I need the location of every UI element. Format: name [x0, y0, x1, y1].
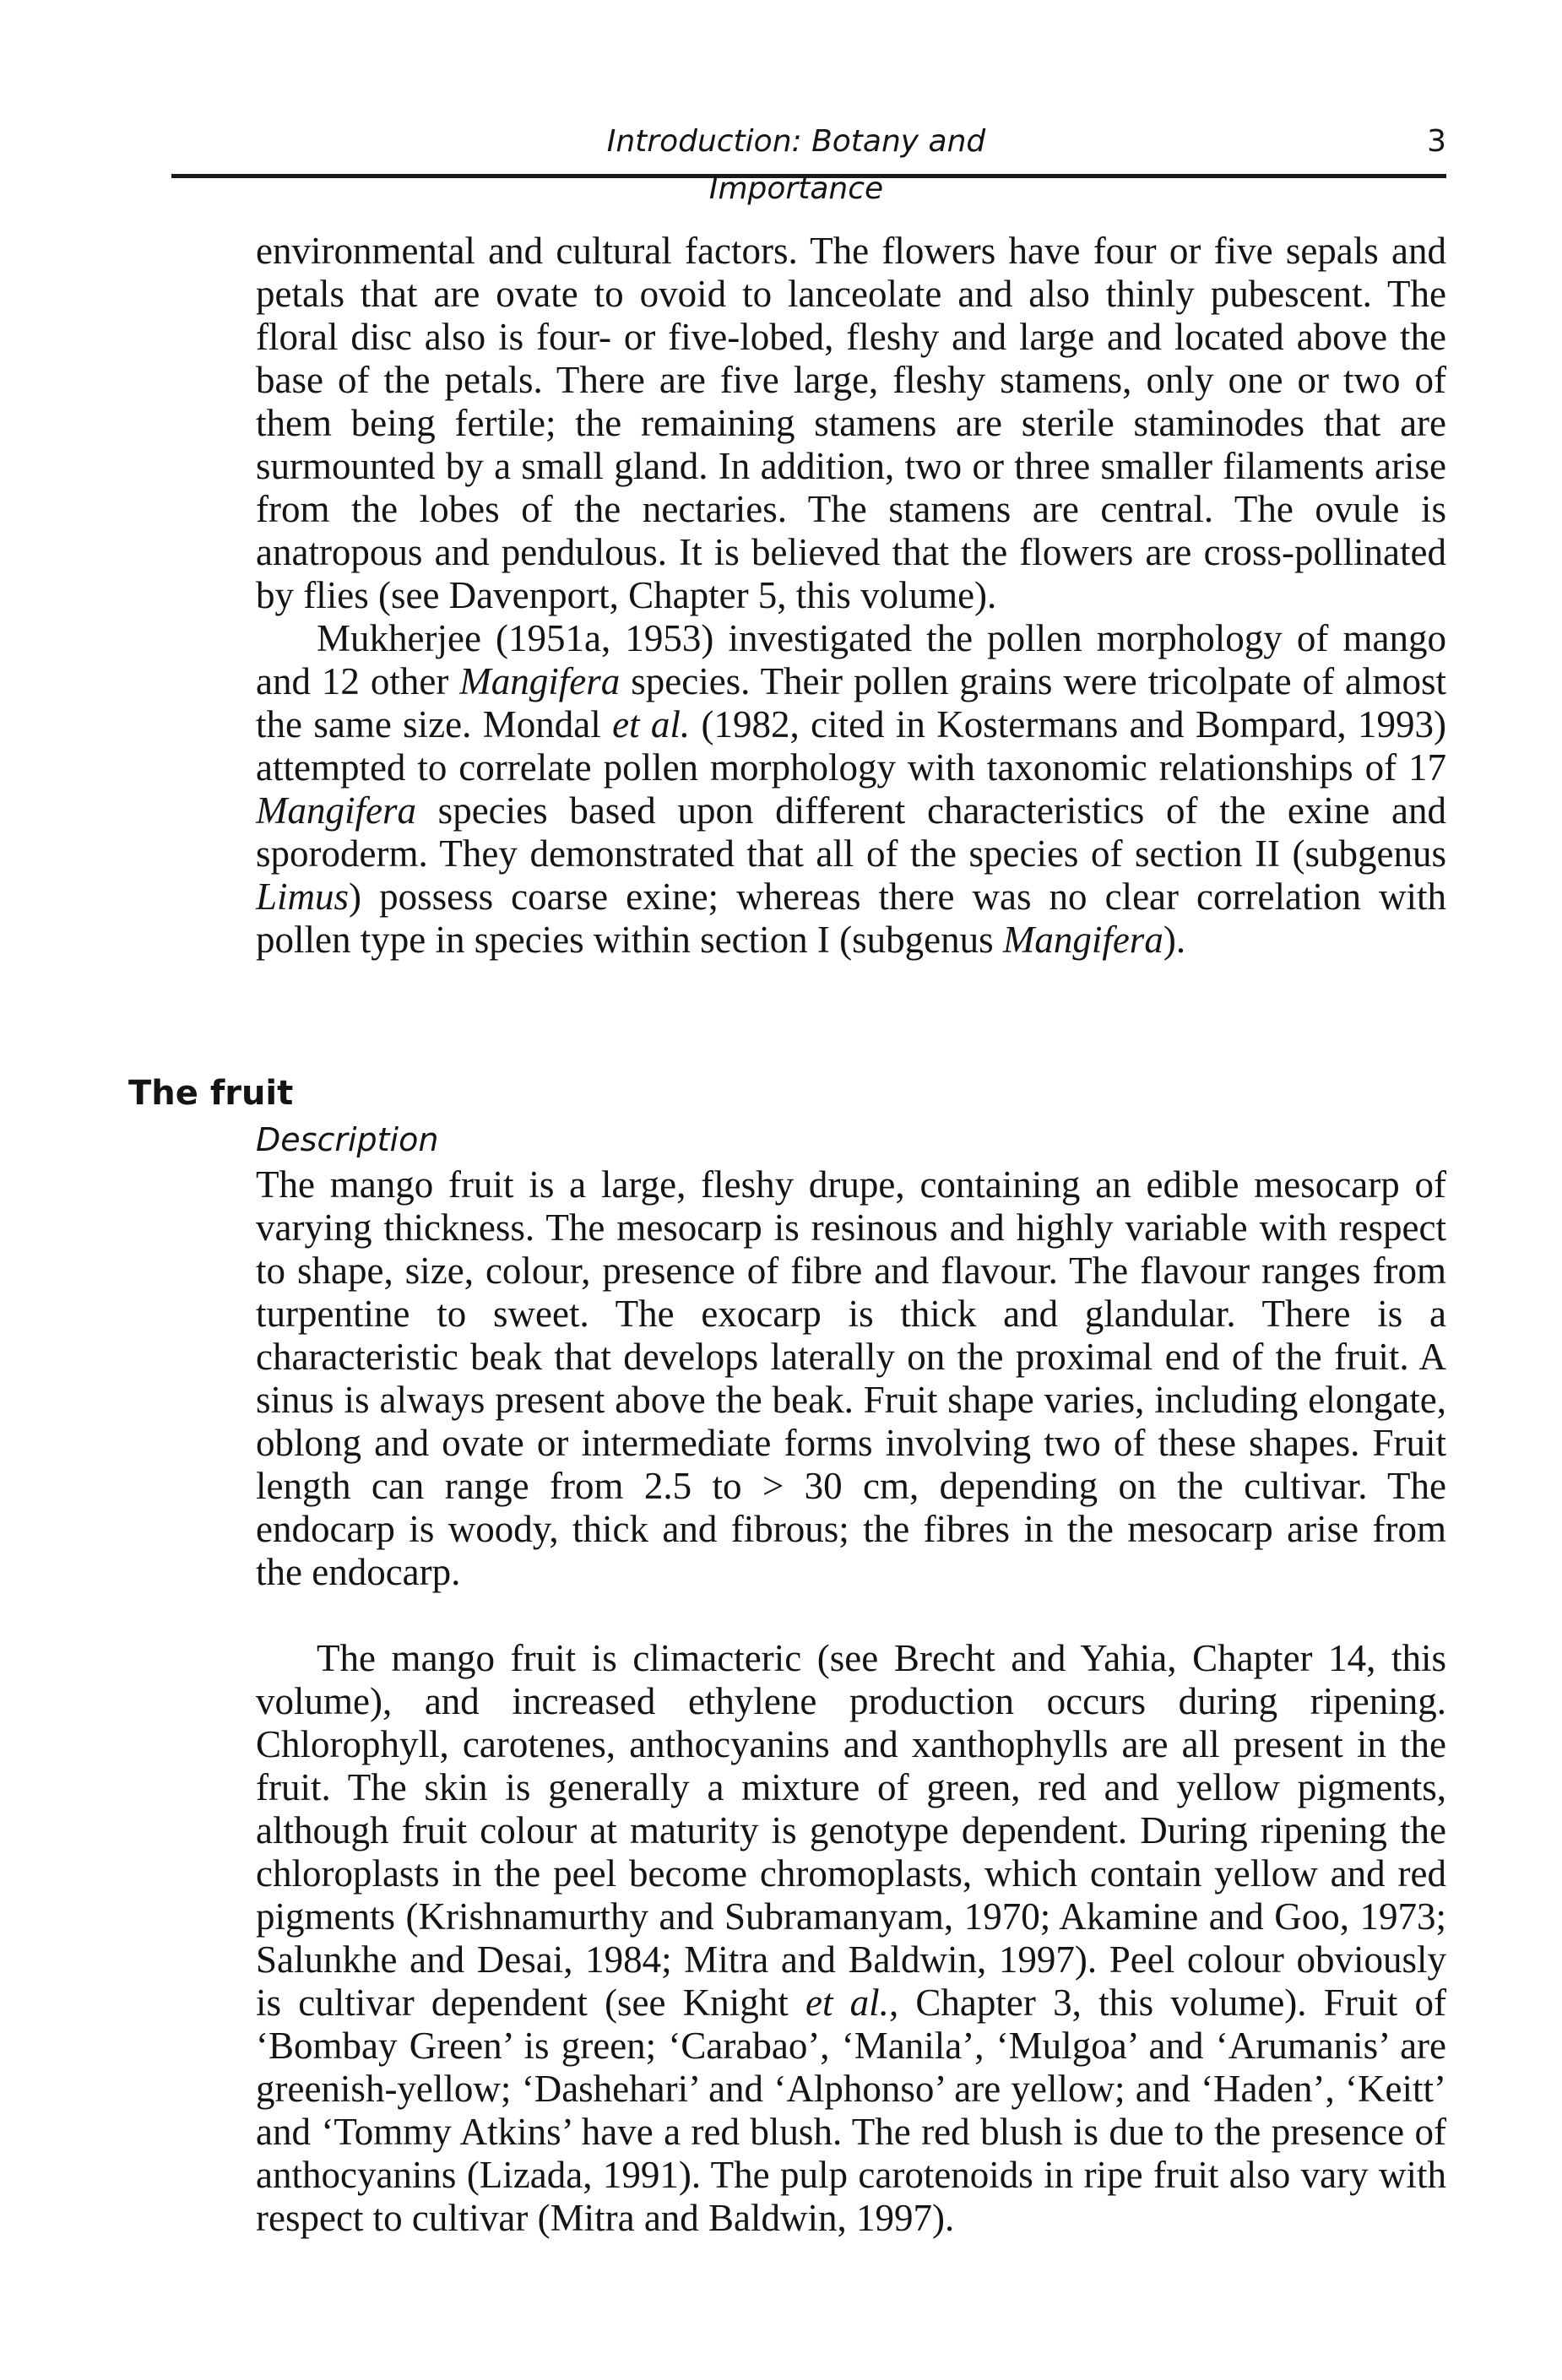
text-segment-italic: et al. — [612, 703, 691, 745]
paragraph-pollen-morphology — [256, 617, 1446, 962]
text-segment-italic: et al. — [805, 1982, 889, 2024]
text-segment: species based upon different characteristics of the exine and sporoderm. They demonstrated that all of the species of section II (subgenus — [256, 789, 1446, 875]
text-segment: The mango fruit is a large, fleshy drupe, containing an edible mesocarp of varying thickness. The mesocarp is resinous and highly variable with respect to shape, size, colour, presence of fibre and flavour. The flavour ranges from turpentine to sweet. The exocarp is thick and glandular. There is a characteristic beak that develops laterally on the proximal end of the fruit. A sinus is always present above the beak. Fruit shape varies, including elongate, oblong and ovate or intermediate forms involving two of these shapes. Fruit length can range from 2.5 to > 30 cm, depending on the cultivar. The endocarp is woody, thick and fibrous; the fibres in the mesocarp arise from the endocarp. — [256, 1163, 1446, 1593]
text-segment: , Chapter 3, this volume). Fruit of ‘Bombay Green’ is green; ‘Carabao’, ‘Manila’, ‘Mulgoa’ and ‘Arumanis’ are greenish-yellow; ‘Dashehari’ and ‘Alphonso’ are yellow; and ‘Haden’, ‘Keitt’ and ‘Tommy Atkins’ have a red blush. The red blush is due to the presence of anthocyanins (Lizada, 1991). The pulp carotenoids in ripe fruit also vary with respect to cultivar (Mitra and Baldwin, 1997). — [256, 1982, 1446, 2239]
running-header — [171, 118, 1446, 206]
text-segment-italic: Mangifera — [459, 660, 621, 702]
paragraph-fruit-description — [256, 1163, 1446, 1594]
section-heading: The fruit — [128, 1074, 294, 1113]
text-segment-italic: Limus — [256, 876, 350, 918]
text-segment: ) possess coarse exine; whereas there was no clear correlation with pollen type in species within section I (subgenus — [256, 876, 1446, 961]
subheading: Description — [256, 1121, 439, 1158]
text-segment: Mukherjee (1951a, 1953) investigated the pollen morphology of mango and 12 other — [256, 617, 1446, 702]
page-number: 3 — [1427, 124, 1446, 159]
text-segment: The mango fruit is climacteric (see Brecht and Yahia, Chapter 14, this volume), and increased ethylene production occurs during ripening. Chlorophyll, carotenes, anthocyanins and xanthophylls are all present in the fruit. The skin is generally a mixture of green, red and yellow pigments, although fruit colour at maturity is genotype dependent. During ripening the chloroplasts in the peel become chromoplasts, which contain yellow and red pigments (Krishnamurthy and Subramanyam, 1970; Akamine and Goo, 1973; Salunkhe and Desai, 1984; Mitra and Baldwin, 1997). Peel colour obviously is cultivar dependent (see Knight — [256, 1637, 1446, 2024]
text-segment: ). — [1163, 919, 1186, 961]
text-segment-italic: Mangifera — [256, 789, 416, 832]
paragraph-flower-description — [256, 230, 1446, 617]
text-segment: (1982, cited in Kostermans and Bompard, 1993) attempted to correlate pollen morphology with taxonomic relationships of 17 — [256, 703, 1446, 789]
text-segment: environmental and cultural factors. The flowers have four or five sepals and petals that are ovate to ovoid to lanceolate and also thinly pubescent. The floral disc also is four- or five-lobed, fleshy and large and located above the base of the petals. There are five large, fleshy stamens, only one or two of them being fertile; the remaining stamens are sterile staminodes that are surmounted by a small gland. In addition, two or three smaller filaments arise from the lobes of the nectaries. The stamens are central. The ovule is anatropous and pendulous. It is believed that the flowers are cross-pollinated by flies (see Davenport, Chapter 5, this volume). — [256, 230, 1446, 616]
paragraph-fruit-ripening — [256, 1637, 1446, 2240]
text-segment: species. Their pollen grains were tricolpate of almost the same size. Mondal — [256, 660, 1446, 745]
text-segment-italic: Mangifera — [1002, 919, 1163, 961]
running-title: Introduction: Botany and Importance — [606, 124, 986, 206]
